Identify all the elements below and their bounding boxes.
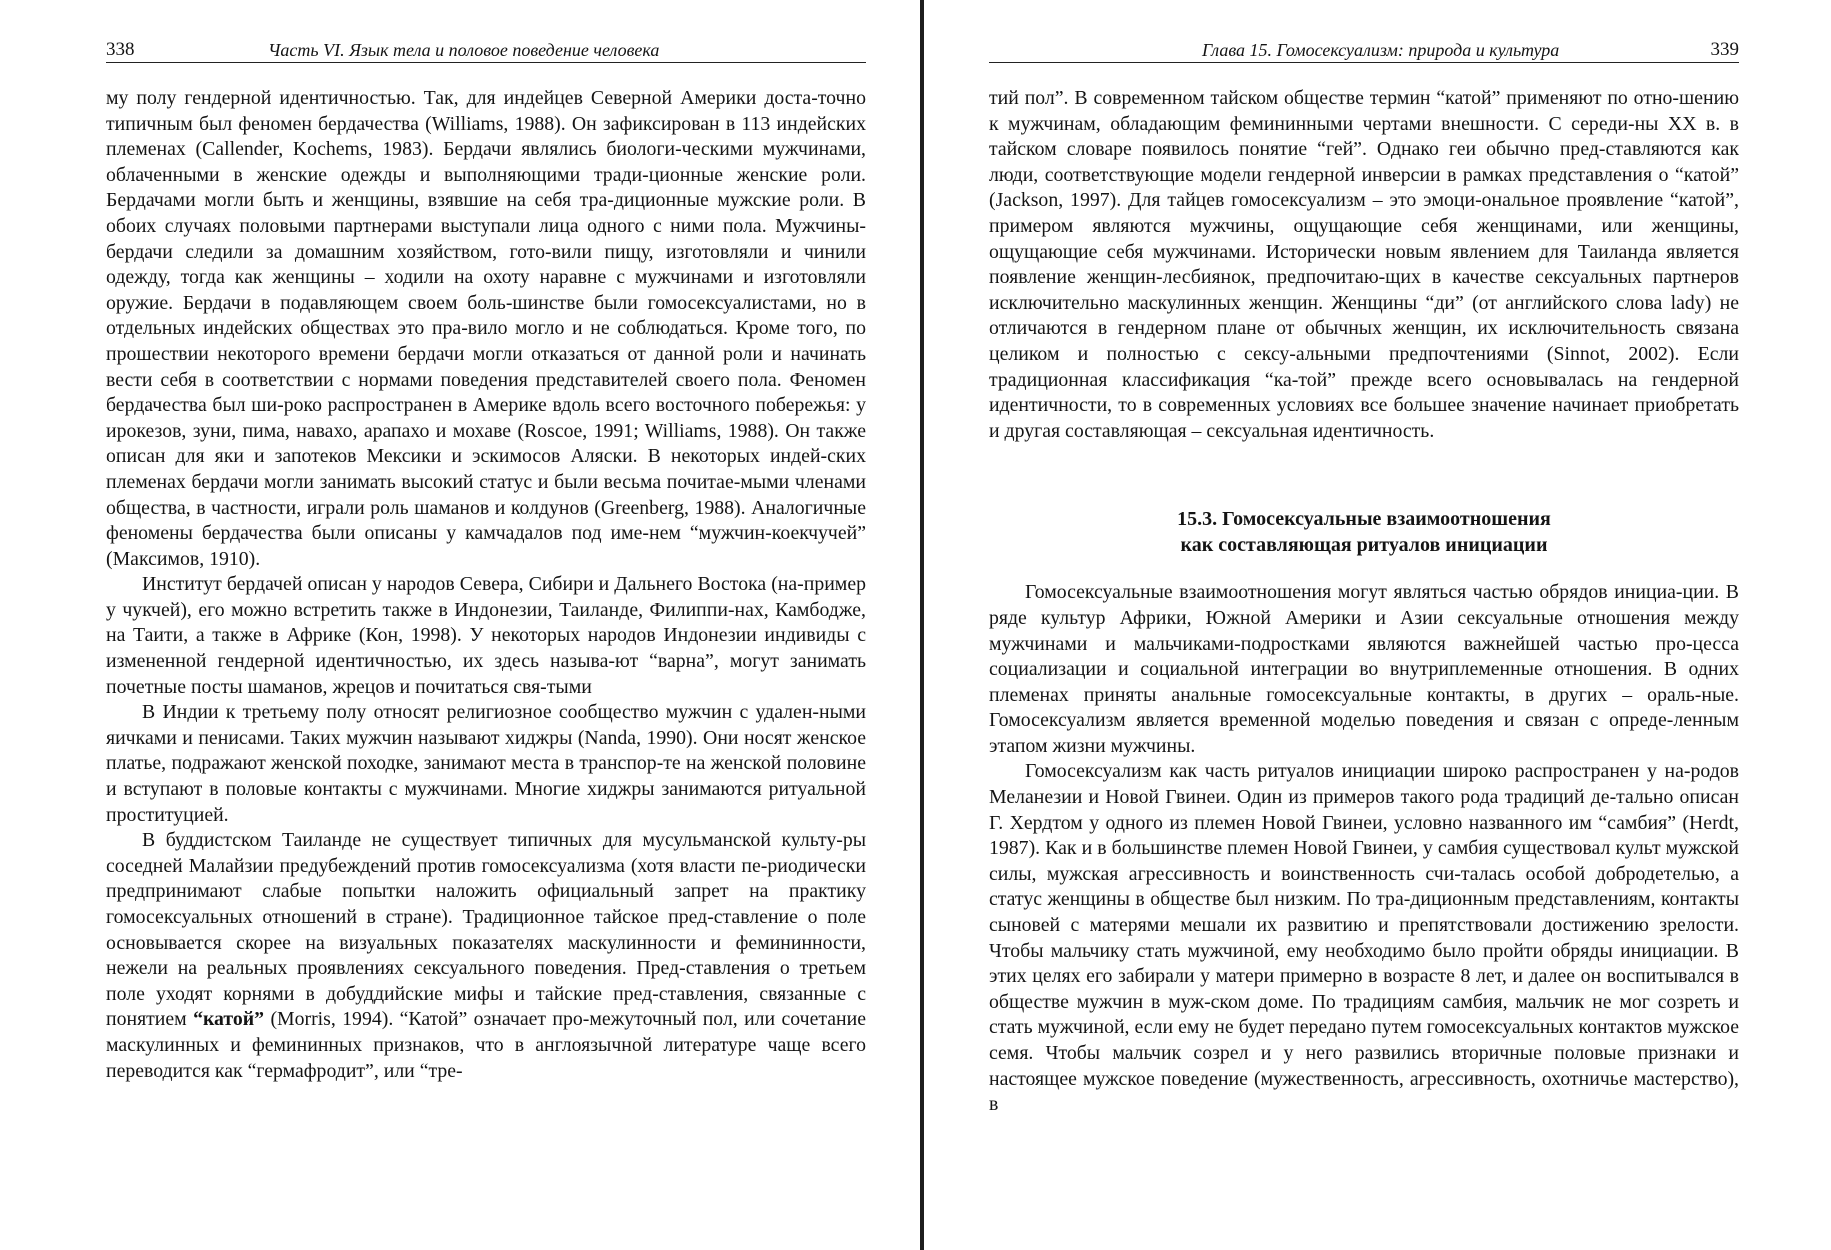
left-running-title: Часть VI. Язык тела и половое поведение человека (268, 40, 660, 60)
paragraph: В Индии к третьему полу относят религиозное сообщество мужчин с удален-ными яичками и пенисами. Таких мужчин называют хиджры (Nanda, 1990). Они носят женское платье, подражают женской походке, занимают места в транспор-те на женской половине и вступают в половые контакты с мужчинами. Многие хиджры занимаются ритуальной проституцией. (106, 701, 866, 826)
paragraph: тий пол”. В современном тайском обществе термин “катой” применяют по отно-шению к мужчинам, обладающим фемининными чертами внешности. С середи-ны XX в. в тайском словаре появилось понятие “гей”. Однако геи обычно пред-ставляются как люди, соответствующие модели гендерной инверсии в рамках представления о “катой” (Jackson, 1997). Для тайцев гомосексуализм – это эмоци-ональное проявление “катой”, примером являются мужчины, ощущающие себя женщинами, или женщины, ощущающие себя мужчинами. Исторически новым явлением для Таиланда является появление женщин-лесбиянок, предпочитаю-щих в качестве сексуальных партнеров исключительно маскулинных женщин. Женщины “ди” (от английского слова lady) не отличаются в гендерном плане от обычных женщин, их исключительность связана целиком и полностью с сексу-альными предпочтениями (Sinnot, 2002). Если традиционная классификация “ка-той” прежде всего основывалась на гендерной идентичности, то в современных условиях все большее значение начинает приобретать и другая составляющая – сексуальная идентичность. (989, 87, 1739, 442)
paragraph-text: В буддистском Таиланде не существует типичных для мусульманской культу-ры соседней Малайзии предубеждений против гомосексуализма (хотя власти пе-риодически предпринимают слабые попытки наложить официальный запрет на практику гомосексуальных отношений в стране). Традиционное тайское пред-ставление о поле основывается скорее на визуальных показателях маскулинности и фемининности, нежели на реальных проявлениях сексуального поведения. Пред-ставления о третьем поле уходят корнями в добуддийские мифы и тайские пред-ставления, связанные с понятием (106, 829, 866, 1031)
right-page-body (989, 86, 1739, 1118)
left-running-head (106, 38, 866, 63)
left-page (0, 0, 905, 1250)
left-page-body (106, 86, 866, 1084)
right-running-head (989, 38, 1739, 63)
right-page (935, 0, 1831, 1250)
paragraph: му полу гендерной идентичностью. Так, для индейцев Северной Америки доста-точно типичным был феномен бердачества (Williams, 1988). Он зафиксирован в 113 индейских племенах (Callender, Kochems, 1983). Бердачи являлись биологи-ческими мужчинами, облаченными в женские одежды и выполняющими тради-ционные женские роли. Бердачами могли быть и женщины, взявшие на себя тра-диционные мужские роли. В обоих случаях половыми партнерами выступали лица одного с ними пола. Мужчины-бердачи следили за домашним хозяйством, гото-вили пищу, изготовляли и чинили одежду, тогда как женщины – ходили на охоту наравне с мужчинами и изготовляли оружие. Бердачи в подавляющем своем боль-шинстве были гомосексуалистами, но в отдельных индейских обществах это пра-вило могло и не соблюдаться. Кроме того, по прошествии некоторого времени бердачи могли отказаться от данной роли и начинать вести себя в соответствии с нормами поведения представителей своего пола. Феномен бердачества был ши-роко распространен в Америке вдоль всего восточного побережья: у ирокезов, зуни, пима, навахо, арапахо и мохаве (Roscoe, 1991; Williams, 1988). Он также описан для яки и запотеков Мексики и эскимосов Аляски. В некоторых индей-ских племенах бердачи могли занимать высокий статус и были весьма почитае-мыми членами общества, в частности, играли роль шаманов и колдунов (Greenberg, 1988). Аналогичные феномены бердачества были описаны у камчадалов под име-нем “мужчин-коекчучей” (Максимов, 1910). (106, 87, 866, 570)
right-page-number: 339 (1710, 39, 1739, 60)
book-spine (920, 0, 924, 1250)
bold-term-katoy: “катой” (193, 1008, 265, 1031)
section-heading-line: 15.3. Гомосексуальные взаимоотношения (1177, 508, 1551, 531)
paragraph: Гомосексуализм как часть ритуалов инициации широко распространен у на-родов Меланезии и Новой Гвинеи. Один из примеров такого рода традиций де-тально описан Г. Хердтом у одного из племен Новой Гвинеи, условно названного им “самбия” (Herdt, 1987). Как и в большинстве племен Новой Гвинеи, у самбия существовал культ мужской силы, мужская агрессивность и воинственность счи-талась особой добродетелью, а статус женщины в обществе был низким. По тра-диционным представлениям, контакты сыновей с матерями мешали их развитию и препятствовали достижению зрелости. Чтобы мальчику стать мужчиной, ему необходимо было пройти обряды инициации. В этих целях его забирали у матери примерно в возрасте 8 лет, и далее он воспитывался в обществе мужчин в муж-ском доме. По традициям самбия, мальчик не мог созреть и стать мужчиной, если ему не будет передано путем гомосексуальных контактов мужское семя. Чтобы мальчик созрел и у него развились вторичные половые признаки и настоящее мужское поведение (мужественность, агрессивность, охотничье мастерство), в (989, 760, 1739, 1116)
paragraph-text: (Morris, 1994). “Катой” означает про-межуточный пол, или сочетание маскулинных и фемининных признаков, что в англоязычной литературе чаще всего переводится как “гермафродит”, или “тре- (106, 1008, 866, 1082)
paragraph: Гомосексуальные взаимоотношения могут являться частью обрядов инициа-ции. В ряде культур Африки, Южной Америки и Азии сексуальные отношения между мужчинами и мальчиками-подростками являются важнейшей частью про-цесса социализации и социальной интеграции во внутриплеменные отношения. В одних племенах приняты анальные гомосексуальные контакты, в других – ораль-ные. Гомосексуализм является временной моделью поведения и связан с опреде-ленным этапом жизни мужчины. (989, 581, 1739, 757)
section-heading-line: как составляющая ритуалов инициации (1180, 534, 1548, 557)
left-page-number: 338 (106, 39, 135, 60)
section-heading (989, 506, 1739, 558)
paragraph: Институт бердачей описан у народов Севера, Сибири и Дальнего Востока (на-пример у чукчей), его можно встретить также в Индонезии, Таиланде, Филиппи-нах, Камбодже, на Таити, а также в Африке (Кон, 1998). У некоторых народов Индонезии индивиды с измененной гендерной идентичностью, их здесь называ-ют “варна”, могут занимать почетные посты шаманов, жрецов и почитаться свя-тыми (106, 573, 866, 698)
paragraph (106, 828, 866, 1084)
right-running-title: Глава 15. Гомосексуализм: природа и культура (1202, 40, 1560, 60)
